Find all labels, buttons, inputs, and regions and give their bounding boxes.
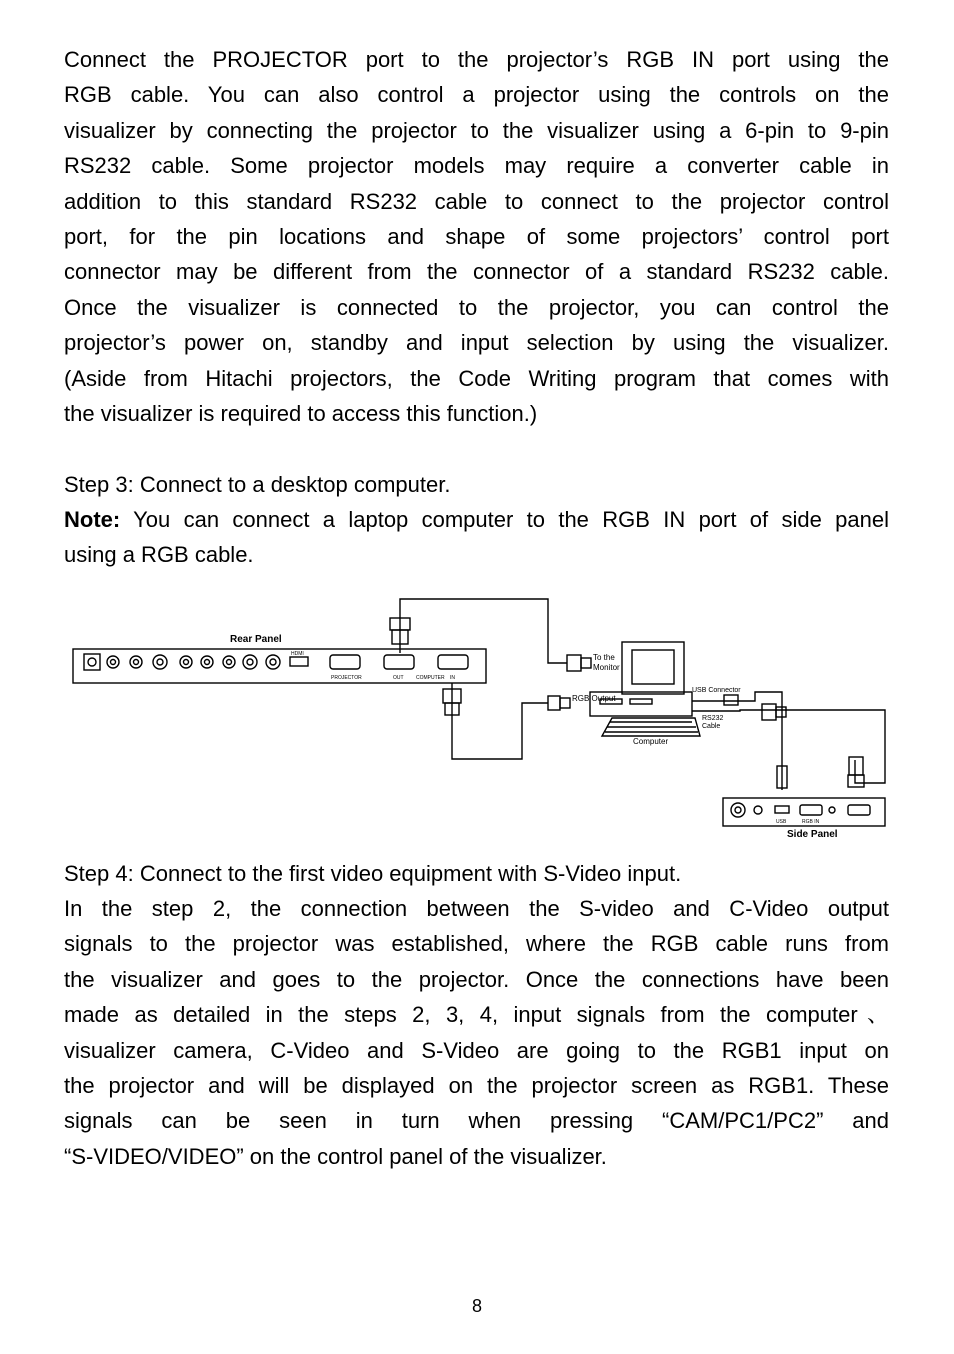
side-usb-label: USB: [776, 819, 787, 825]
paragraph-line: connector may be different from the connector of a standard RS232 cable.: [64, 259, 889, 285]
paragraph-line: RGB cable. You can also control a projector using the controls on the: [64, 82, 889, 108]
paragraph-line: signals can be seen in turn when pressing “CAM/PC1/PC2” and: [64, 1108, 889, 1134]
note-line: [64, 502, 889, 537]
page-number: 8: [471, 1296, 482, 1316]
rear-panel-label: Rear Panel: [230, 634, 282, 645]
usb-connector-label: USB Connector: [692, 687, 741, 694]
paragraph-line: Connect the PROJECTOR port to the projector’s RGB IN port using the: [64, 47, 889, 72]
paragraph-line: port, for the pin locations and shape of some projectors’ control port: [64, 224, 889, 250]
to-monitor-label-1: To the: [593, 653, 615, 662]
side-panel-label: Side Panel: [787, 829, 838, 840]
connection-diagram: [0, 580, 954, 845]
paragraph-line: projector’s power on, standby and input selection by using the visualizer.: [64, 330, 889, 356]
paragraph-line: (Aside from Hitachi projectors, the Code Writing program that comes with: [64, 365, 889, 391]
paragraph-line: Once the visualizer is connected to the projector, you can control the: [64, 294, 889, 320]
port-projector-label: PROJECTOR: [331, 675, 362, 681]
port-computer-label: COMPUTER: [416, 675, 445, 681]
paragraph-line: visualizer by connecting the projector to the visualizer using a 6-pin to 9-pin: [64, 117, 889, 143]
step4-heading: Step 4: Connect to the first video equipment with S-Video input.: [64, 861, 682, 886]
intro-paragraph: [64, 42, 889, 431]
paragraph-line: made as detailed in the steps 2, 3, 4, input signals from the computer、: [64, 1002, 889, 1028]
side-rgb-in-label: RGB IN: [802, 819, 820, 825]
rs232-label-1: RS232: [702, 715, 724, 722]
step3-heading: Step 3: Connect to a desktop computer.: [64, 472, 451, 497]
note-label: Note:: [64, 507, 121, 532]
note-block: [64, 502, 889, 573]
paragraph-line: visualizer camera, C-Video and S-Video are going to the RGB1 input on: [64, 1037, 889, 1063]
computer-label: Computer: [633, 737, 669, 746]
rgb-output-label: RGB Output: [572, 694, 616, 703]
note-line: using a RGB cable.: [64, 542, 254, 568]
port-in-label: IN: [450, 675, 455, 681]
paragraph-line: “S-VIDEO/VIDEO” on the control panel of the visualizer.: [64, 1143, 607, 1169]
note-text: You can connect a laptop computer to the RGB IN port of side panel: [133, 507, 889, 532]
rs232-label-2: Cable: [702, 723, 721, 730]
to-monitor-label-2: Monitor: [593, 663, 620, 672]
paragraph-line: addition to this standard RS232 cable to connect to the projector control: [64, 188, 889, 214]
port-out-label: OUT: [393, 675, 404, 681]
paragraph-line: In the step 2, the connection between the S-video and C-Video output: [64, 896, 889, 921]
paragraph-line: the visualizer and goes to the projector. Once the connections have been: [64, 966, 889, 992]
paragraph-line: signals to the projector was established, where the RGB cable runs from: [64, 931, 889, 957]
paragraph-line: the projector and will be displayed on the projector screen as RGB1. These: [64, 1073, 889, 1099]
step4-paragraph: [64, 891, 889, 1174]
paragraph-line: RS232 cable. Some projector models may require a converter cable in: [64, 153, 889, 179]
paragraph-line: the visualizer is required to access this function.): [64, 401, 538, 427]
port-hdmi-label: HDMI: [291, 651, 304, 657]
